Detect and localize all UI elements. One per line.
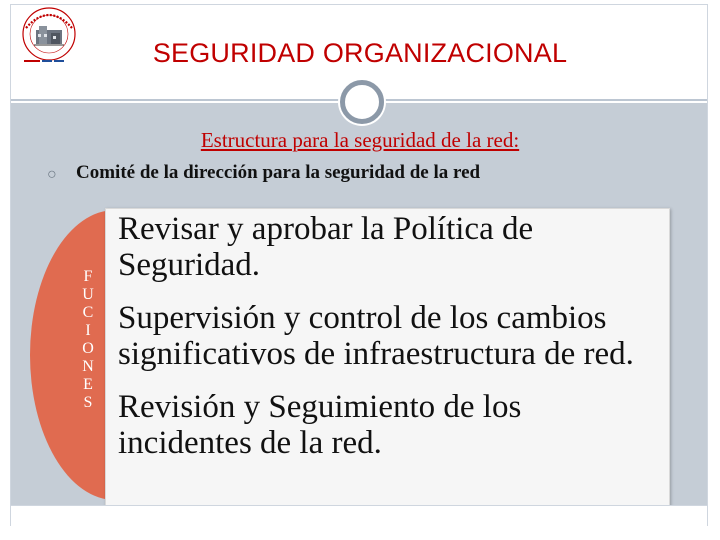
vertical-label-letter: C	[82, 304, 94, 321]
function-item: Supervisión y control de los cambios significativos de infraestructura de red.	[118, 300, 634, 372]
divider-right	[379, 99, 707, 101]
page-title: SEGURIDAD ORGANIZACIONAL	[152, 38, 568, 68]
vertical-label	[76, 268, 100, 412]
ring-ornament-icon	[340, 80, 384, 124]
vertical-label-letter: E	[83, 376, 93, 393]
bullet-item: Comité de la dirección para la seguridad de la red	[76, 162, 481, 183]
function-item: Revisión y Seguimiento de los incidentes de la red.	[118, 389, 522, 461]
vertical-label-letter: U	[82, 286, 94, 303]
vertical-label-letter: O	[82, 340, 94, 357]
vertical-label-letter: N	[82, 358, 94, 375]
functions-list	[118, 211, 663, 478]
vertical-label-letter: I	[85, 322, 91, 339]
ring-bullet-icon: ○	[47, 166, 57, 183]
section-subtitle: Estructura para la seguridad de la red:	[200, 128, 520, 152]
function-item: Revisar y aprobar la Política de Seguridad.	[118, 211, 534, 283]
vertical-label-letter: F	[83, 268, 93, 285]
vertical-label-letter: S	[83, 394, 93, 411]
divider-left	[11, 99, 341, 101]
footer-bar	[11, 505, 707, 526]
